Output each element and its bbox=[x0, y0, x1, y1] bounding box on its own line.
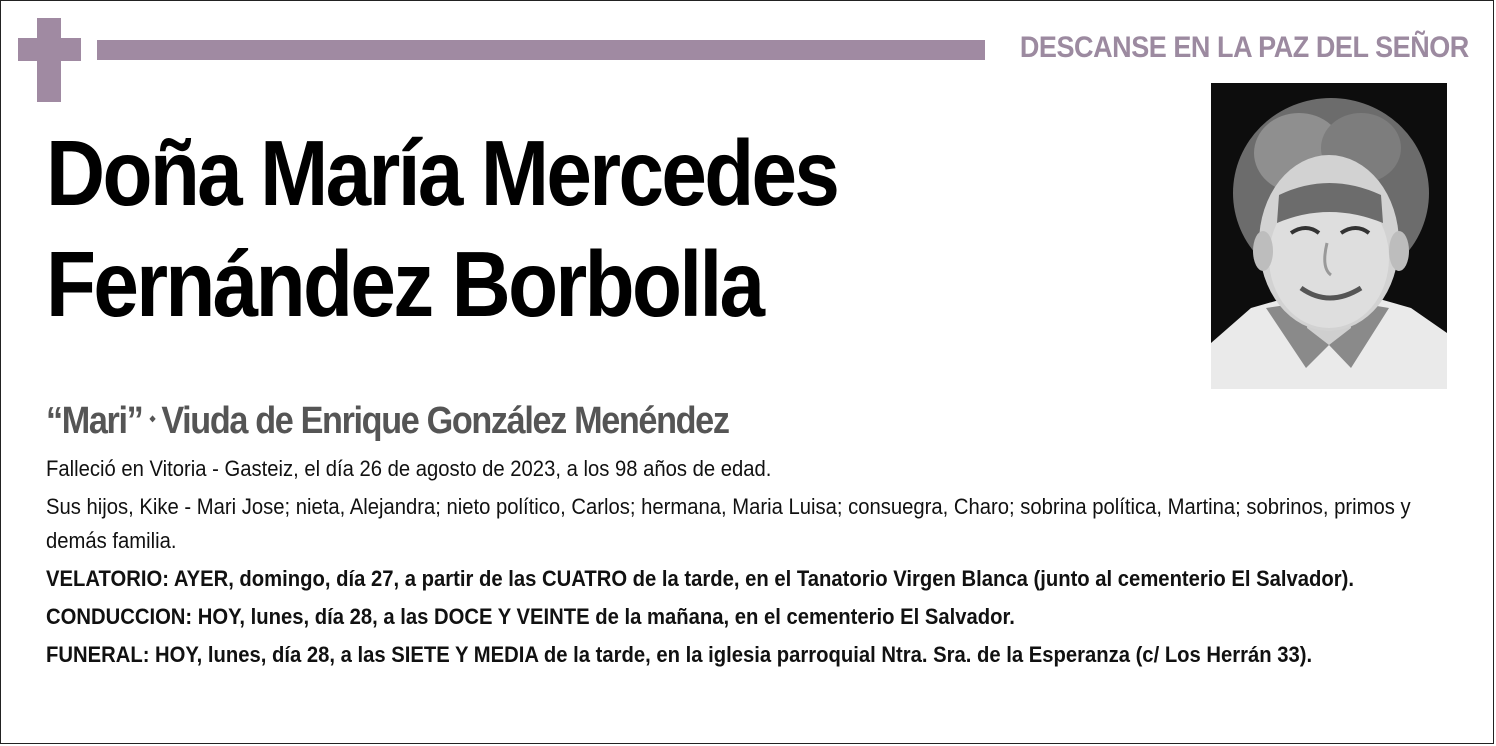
funeral-paragraph: FUNERAL: HOY, lunes, día 28, a las SIETE Y MEDIA de la tarde, en la iglesia parroquial Ntra. Sra. de la Esperanza (c/ Los Herrán 33). bbox=[46, 642, 1313, 667]
procession-paragraph: CONDUCCION: HOY, lunes, día 28, a las DOCE Y VEINTE de la mañana, en el cementerio El Salvador. bbox=[46, 604, 1015, 629]
death-paragraph: Falleció en Vitoria - Gasteiz, el día 26 de agosto de 2023, a los 98 años de edad. bbox=[46, 456, 772, 481]
header-motto: DESCANSE EN LA PAZ DEL SEÑOR bbox=[1020, 31, 1469, 64]
name-line-1: Doña María Mercedes bbox=[46, 121, 838, 225]
obituary-body bbox=[46, 452, 1446, 672]
name-line-2: Fernández Borbolla bbox=[46, 232, 763, 336]
portrait-photo bbox=[1211, 83, 1447, 389]
diamond-separator-icon: ⬩ bbox=[149, 408, 155, 429]
header-bar bbox=[97, 40, 985, 60]
wake-paragraph: VELATORIO: AYER, domingo, día 27, a partir de las CUATRO de la tarde, en el Tanatorio Virgen Blanca (junto al cementerio El Salvador). bbox=[46, 566, 1355, 591]
deceased-name bbox=[46, 118, 837, 340]
widow-of: Viuda de Enrique González Menéndez bbox=[161, 400, 729, 442]
family-paragraph: Sus hijos, Kike - Mari Jose; nieta, Alejandra; nieto político, Carlos; hermana, Maria Luisa; consuegra, Charo; sobrina política, Martina; sobrinos, primos y demás familia. bbox=[46, 494, 1411, 553]
nickname: “Mari” bbox=[46, 400, 143, 442]
subtitle bbox=[46, 400, 729, 443]
